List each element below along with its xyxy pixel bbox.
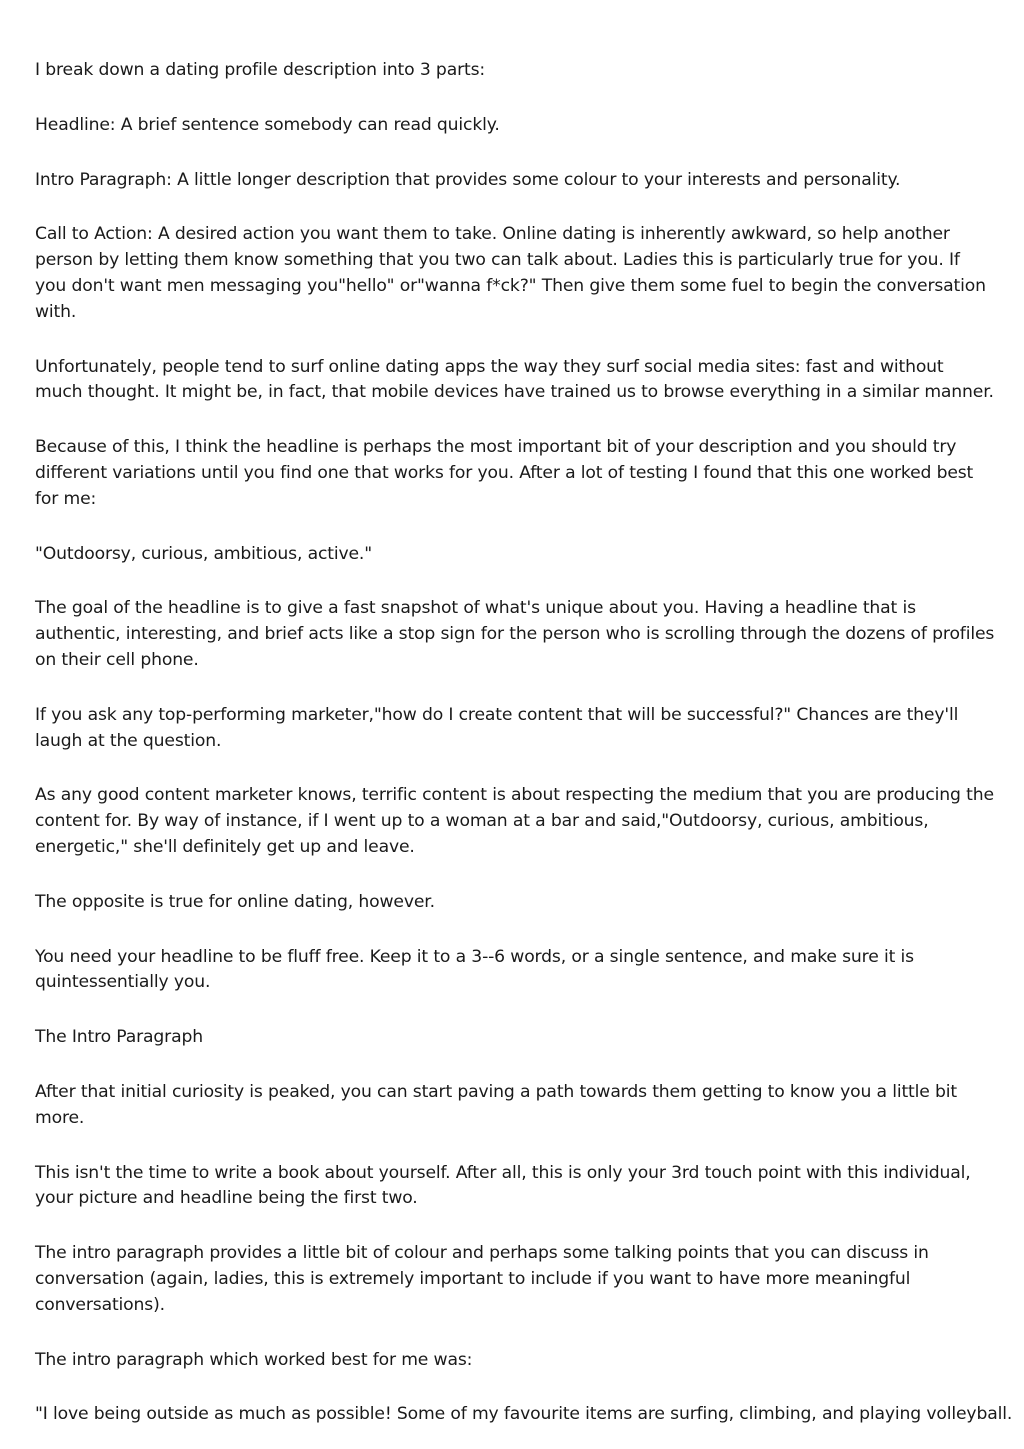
document-body: [35, 58, 1013, 1428]
paragraph-fluff-free: You need your headline to be fluff free. Keep it to a 3--6 words, or a single sentence, and make sure it is quintessentially you.: [35, 946, 914, 993]
section-heading-intro-paragraph: The Intro Paragraph: [35, 1027, 203, 1048]
paragraph-intro-parts: I break down a dating profile description into 3 parts:: [35, 60, 486, 80]
paragraph-not-a-book: This isn't the time to write a book about yourself. After all, this is only your 3rd touch point with this individual, your picture and headline being the first two.: [35, 1162, 971, 1209]
paragraph-intro-quote: "I love being outside as much as possible! Some of my favourite items are surfing, climbing, and playing volleyball.: [35, 1404, 1013, 1425]
paragraph-headline-quote: "Outdoorsy, curious, ambitious, active.": [35, 543, 372, 564]
paragraph-opposite-true: The opposite is true for online dating, however.: [35, 891, 435, 912]
paragraph-curiosity-peaked: After that initial curiosity is peaked, you can start paving a path towards them getting to know you a little bit more.: [35, 1081, 957, 1128]
paragraph-headline-goal: The goal of the headline is to give a fast snapshot of what's unique about you. Having a headline that is authentic, interesting, and brief acts like a stop sign for the person who is scrolling through the dozens of profiles on their cell phone.: [35, 598, 995, 670]
paragraph-headline-importance: Because of this, I think the headline is perhaps the most important bit of your description and you should try different variations until you find one that works for you. After a lot of testing I found that this one worked best for me:: [35, 437, 974, 509]
paragraph-headline-def: Headline: A brief sentence somebody can read quickly.: [35, 114, 500, 135]
paragraph-marketer-question: If you ask any top-performing marketer,"how do I create content that will be successful?" Chances are they'll laugh at the question.: [35, 704, 959, 751]
paragraph-surf-apps: Unfortunately, people tend to surf online dating apps the way they surf social media sites: fast and without much thought. It might be, in fact, that mobile devices have trained us to browse everything in a similar manner.: [35, 356, 994, 403]
paragraph-intro-def: Intro Paragraph: A little longer description that provides some colour to your interests and personality.: [35, 169, 901, 190]
paragraph-content-medium: As any good content marketer knows, terrific content is about respecting the medium that you are producing the content for. By way of instance, if I went up to a woman at a bar and said,"Outdoorsy, curious, ambitious, energetic," she'll definitely get up and leave.: [35, 785, 994, 857]
paragraph-intro-colour: The intro paragraph provides a little bit of colour and perhaps some talking points that you can discuss in conversation (again, ladies, this is extremely important to include if you want to have more meaningful conversations).: [35, 1243, 929, 1315]
paragraph-intro-best: The intro paragraph which worked best for me was:: [35, 1349, 473, 1370]
paragraph-call-to-action-def: Call to Action: A desired action you want them to take. Online dating is inherently awkward, so help another person by letting them know something that you two can talk about. Ladies this is particularly true for you. If you don't want men messaging you"hello" or"wanna f*ck?" Then give them some fuel to begin the conversation with.: [35, 224, 986, 322]
